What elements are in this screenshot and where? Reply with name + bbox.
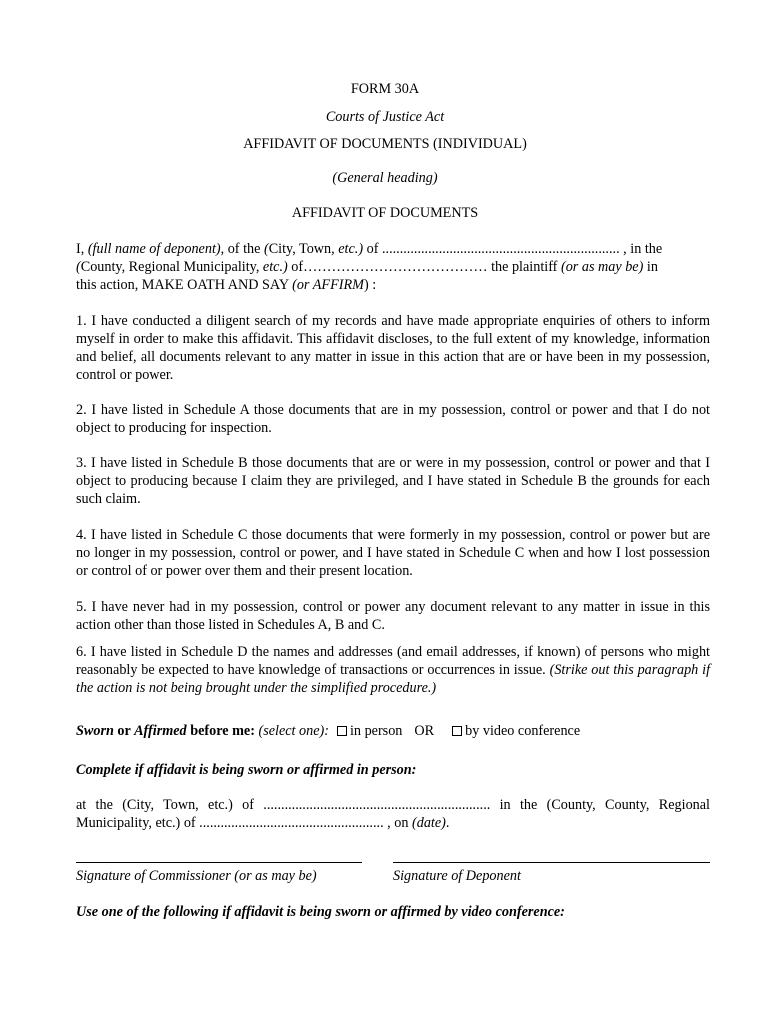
sworn-selection: Sworn or Affirmed before me: (select one): in person OR by video conference (76, 723, 581, 739)
paragraph-3: 3. I have listed in Schedule B those documents that are or were in my possession, control or power and that I object to producing because I claim they are privileged, and I have stated in Schedule B the grounds for each such claim. (76, 455, 710, 507)
document-title: AFFIDAVIT OF DOCUMENTS (291, 205, 479, 221)
general-heading-text: (General heading) (332, 170, 438, 186)
location-paragraph (76, 796, 710, 832)
form-number: FORM 30A (350, 81, 420, 97)
intro-line-2: (County, Regional Municipality, etc.) of………………………………… the plaintiff (or as may be) in (76, 259, 658, 275)
video-conference-heading: Use one of the following if affidavit is being sworn or affirmed by video conference: (76, 904, 565, 920)
video-conference-checkbox[interactable] (452, 726, 462, 736)
in-person-heading: Complete if affidavit is being sworn or affirmed in person: (76, 762, 417, 778)
deponent-signature-label: Signature of Deponent (393, 868, 521, 884)
paragraph-6-note: (Strike out this paragraph if the action is not being brought under the simplified procedure.) (76, 662, 711, 696)
general-heading (0, 169, 770, 187)
form-title: AFFIDAVIT OF DOCUMENTS (INDIVIDUAL) (243, 136, 527, 152)
or-label: OR (414, 723, 435, 739)
paragraph-1: 1. I have conducted a diligent search of my records and have made appropriate enquiries of others to inform myself in order to make this affidavit. This affidavit discloses, to the full extent of my knowledge, information and belief, all documents relevant to any matter in issue in this action that are or have been in my possession, control or power. (76, 313, 710, 383)
intro-paragraph (76, 240, 710, 294)
paragraph-2: 2. I have listed in Schedule A those documents that are in my possession, control or power and that I do not object to producing for inspection. (76, 402, 710, 436)
intro-line-1: I, (full name of deponent), of the (City, Town, etc.) of ................................................................... , in the (76, 241, 663, 257)
in-person-checkbox[interactable] (337, 726, 347, 736)
commissioner-signature-line[interactable] (76, 862, 362, 863)
commissioner-signature-label: Signature of Commissioner (or as may be) (76, 868, 317, 884)
in-person-label: in person (349, 723, 403, 739)
statute-name (0, 108, 770, 126)
paragraph-6: 6. I have listed in Schedule D the names and addresses (and email addresses, if known) of persons who might reasonably be expected to have knowledge of transactions or occurrences in issue. (Strike out this paragraph if the action is not being brought under the simplified procedure.) (76, 644, 711, 696)
paragraph-4: 4. I have listed in Schedule C those documents that were formerly in my possession, control or power but are no longer in my possession, control or power, and I have stated in Schedule C when and how I lost possession or control of or power over them and their present location. (76, 527, 710, 579)
video-conference-label: by video conference (465, 723, 581, 739)
deponent-signature-line[interactable] (393, 862, 710, 863)
location-line-1: at the (City, Town, etc.) of ................................................................ in the (County, County, Regional (76, 797, 710, 813)
statute-text: Courts of Justice Act (325, 109, 445, 125)
paragraph-5: 5. I have never had in my possession, control or power any document relevant to any matter in issue in this action other than those listed in Schedules A, B and C. (76, 599, 710, 633)
location-line-2: Municipality, etc.) of .................................................... , on (date). (76, 815, 450, 831)
intro-line-3: this action, MAKE OATH AND SAY (or AFFIRM) : (76, 277, 377, 293)
